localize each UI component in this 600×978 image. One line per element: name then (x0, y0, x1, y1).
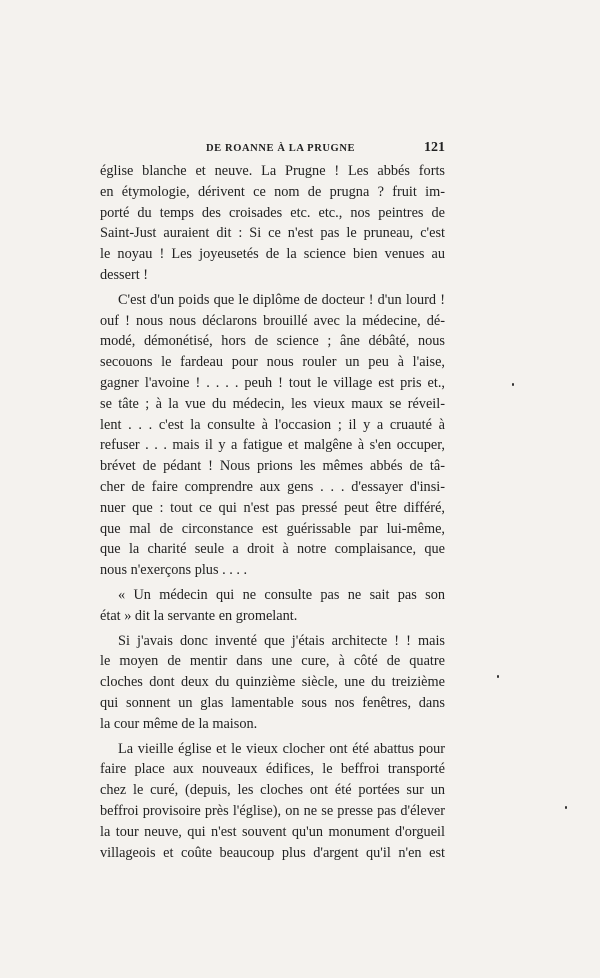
ink-speck (565, 806, 567, 809)
text-line: gagner l'avoine ! . . . . peuh ! tout le village est pris et., (100, 374, 445, 391)
text-line: ouf ! nous nous déclarons brouillé avec la médecine, dé- (100, 312, 445, 329)
ink-speck (512, 383, 514, 386)
running-title: DE ROANNE À LA PRUGNE (206, 143, 356, 154)
text-line: beffroi provisoire près l'église), on ne se presse pas d'élever (100, 802, 445, 819)
text-line: cloches dont deux du quinzième siècle, une du treizième (100, 674, 445, 691)
text-line: faire place aux nouveaux édifices, le beffroi transporté (100, 761, 445, 778)
text-line: le noyau ! Les joyeusetés de la science bien venues au (100, 246, 445, 263)
text-line: Si j'avais donc inventé que j'étais architecte ! ! mais (118, 632, 445, 649)
text-line: la tour neuve, qui n'est souvent qu'un monument d'orgueil (100, 823, 445, 840)
ink-speck (497, 675, 499, 678)
text-line: que mal de circonstance est guérissable par lui-même, (100, 520, 445, 537)
text-line: « Un médecin qui ne consulte pas ne sait pas son (118, 586, 445, 603)
text-line: La vieille église et le vieux clocher ont été abattus pour (118, 740, 445, 757)
text-line: nous n'exerçons plus . . . . (100, 562, 248, 579)
text-line: porté du temps des croisades etc. etc., nos peintres de (100, 204, 445, 221)
text-line: secouons le fardeau pour nous rouler un peu à l'aise, (100, 354, 445, 371)
text-line: chez le curé, (depuis, les cloches ont été portées sur un (100, 782, 445, 799)
text-line: nuer que : tout ce qui n'est pas pressé peut être différé, (100, 499, 445, 516)
running-header (100, 140, 445, 156)
text-line: en étymologie, dérivent ce nom de prugna ? fruit im- (100, 183, 445, 200)
text-line: C'est d'un poids que le diplôme de docteur ! d'un lourd ! (118, 291, 445, 308)
text-line: modé, démonétisé, hors de science ; âne débâté, nous (100, 333, 445, 350)
page-number: 121 (424, 140, 445, 155)
text-line: cher de faire comprendre aux gens . . . d'essayer d'insi- (100, 478, 445, 495)
text-line: qui sonnent un glas lamentable sous nos fenêtres, dans (100, 694, 445, 711)
text-line: état » dit la servante en gromelant. (100, 607, 298, 624)
text-line: le moyen de mentir dans une cure, à côté de quatre (100, 653, 445, 670)
text-line: la cour même de la maison. (100, 715, 258, 732)
text-line: que la charité seule a droit à notre complaisance, que (100, 541, 445, 558)
text-line: lent . . . c'est la consulte à l'occasion ; il y a cruauté à (100, 416, 445, 433)
text-line: refuser . . . mais il y a fatigue et malgêne à s'en occuper, (100, 437, 445, 454)
text-line: église blanche et neuve. La Prugne ! Les abbés forts (100, 163, 445, 179)
text-line: villageois et coûte beaucoup plus d'argent qu'il n'en est (100, 844, 445, 861)
text-line: Saint-Just auraient dit : Si ce n'est pas le pruneau, c'est (100, 225, 445, 242)
text-line: brévet de pédant ! Nous prions les mêmes abbés de tâ- (100, 458, 445, 475)
body-text (100, 161, 445, 863)
text-line: se tâte ; à la vue du médecin, les vieux maux se réveil- (100, 395, 445, 412)
text-line: dessert ! (100, 266, 149, 283)
